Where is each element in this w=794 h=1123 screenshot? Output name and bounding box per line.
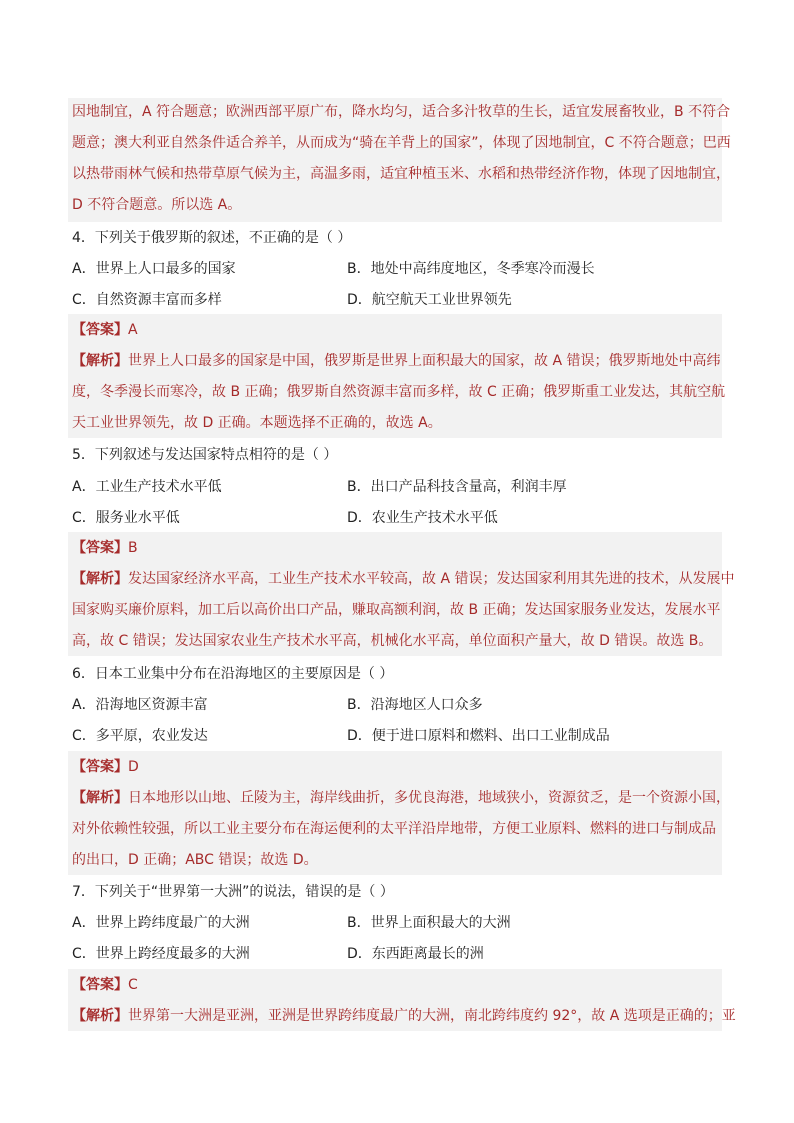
analysis-label: 【解析】 xyxy=(72,790,128,806)
option-c: C．自然资源丰富而多样 xyxy=(72,292,222,308)
answer-value: A xyxy=(128,322,138,338)
option-d: D．农业生产技术水平低 xyxy=(347,510,498,526)
question-stem: 5．下列叙述与发达国家特点相符的是（ ） xyxy=(72,447,338,463)
analysis-line: 天工业世界领先，故 D 正确。本题选择不正确的，故选 A。 xyxy=(72,415,442,431)
analysis-line: 因地制宜，A 符合题意；欧洲西部平原广布，降水均匀，适合多汁牧草的生长，适宜发展畜牧业，B 不符合 xyxy=(72,104,731,120)
option-a: A．沿海地区资源丰富 xyxy=(72,697,208,713)
option-d: D．航空航天工业世界领先 xyxy=(347,292,512,308)
option-a: A．世界上跨纬度最广的大洲 xyxy=(72,915,250,931)
analysis-line xyxy=(72,1006,736,1026)
answer-value: B xyxy=(128,540,138,556)
option-a: A．世界上人口最多的国家 xyxy=(72,261,236,277)
answer-label: 【答案】 xyxy=(72,322,128,338)
option-c: C．多平原，农业发达 xyxy=(72,728,208,744)
analysis-line xyxy=(72,351,720,371)
answer-value: D xyxy=(128,759,139,775)
option-d: D．便于进口原料和燃料、出口工业制成品 xyxy=(347,728,610,744)
analysis-line: 度，冬季漫长而寒冷，故 B 正确；俄罗斯自然资源丰富而多样，故 C 正确；俄罗斯重工业发达，其航空航 xyxy=(72,384,726,400)
analysis-label: 【解析】 xyxy=(72,353,128,369)
answer-line xyxy=(72,975,720,995)
analysis-line: 国家购买廉价原料，加工后以高价出口产品，赚取高额利润，故 B 正确；发达国家服务业发达，发展水平 xyxy=(72,602,721,618)
option-b: B．出口产品科技含量高，利润丰厚 xyxy=(347,479,567,495)
analysis-text: 发达国家经济水平高，工业生产技术水平较高，故 A 错误；发达国家利用其先进的技术，从发展中 xyxy=(128,571,735,587)
analysis-text: 世界第一大洲是亚洲，亚洲是世界跨纬度最广的大洲，南北跨纬度约 92°，故 A 选项是正确的；亚 xyxy=(128,1008,736,1024)
analysis-line: 以热带雨林气候和热带草原气候为主，高温多雨，适宜种植玉米、水稻和热带经济作物，体现了因地制宜， xyxy=(72,166,730,182)
analysis-line: D 不符合题意。所以选 A。 xyxy=(72,197,242,213)
question-stem: 7．下列关于“世界第一大洲”的说法，错误的是（ ） xyxy=(72,884,394,900)
option-a: A．工业生产技术水平低 xyxy=(72,479,222,495)
analysis-label: 【解析】 xyxy=(72,1008,128,1024)
option-d: D．东西距离最长的洲 xyxy=(347,946,484,962)
answer-label: 【答案】 xyxy=(72,977,128,993)
option-b: B．世界上面积最大的大洲 xyxy=(347,915,511,931)
answer-value: C xyxy=(128,977,138,993)
analysis-line: 的出口，D 正确；ABC 错误；故选 D。 xyxy=(72,852,318,868)
question-stem: 4．下列关于俄罗斯的叙述，不正确的是（ ） xyxy=(72,230,352,246)
analysis-text: 世界上人口最多的国家是中国，俄罗斯是世界上面积最大的国家，故 A 错误；俄罗斯地处中高纬 xyxy=(128,353,721,369)
answer-label: 【答案】 xyxy=(72,540,128,556)
answer-line xyxy=(72,757,720,777)
question-stem: 6．日本工业集中分布在沿海地区的主要原因是（ ） xyxy=(72,666,394,682)
answer-label: 【答案】 xyxy=(72,759,128,775)
option-c: C．世界上跨经度最多的大洲 xyxy=(72,946,250,962)
option-c: C．服务业水平低 xyxy=(72,510,180,526)
analysis-line xyxy=(72,569,735,589)
option-b: B．沿海地区人口众多 xyxy=(347,697,483,713)
analysis-line xyxy=(72,788,730,808)
analysis-text: 日本地形以山地、丘陵为主，海岸线曲折，多优良海港，地域狭小，资源贫乏，是一个资源小国， xyxy=(128,790,730,806)
option-b: B．地处中高纬度地区，冬季寒冷而漫长 xyxy=(347,261,595,277)
analysis-label: 【解析】 xyxy=(72,571,128,587)
answer-line xyxy=(72,538,720,558)
analysis-line: 对外依赖性较强，所以工业主要分布在海运便利的太平洋沿岸地带，方便工业原料、燃料的进口与制成品 xyxy=(72,821,716,837)
answer-line xyxy=(72,320,720,340)
analysis-line: 题意；澳大利亚自然条件适合养羊，从而成为“骑在羊背上的国家”，体现了因地制宜，C 不符合题意；巴西 xyxy=(72,135,731,151)
analysis-line: 高，故 C 错误；发达国家农业生产技术水平高，机械化水平高，单位面积产量大，故 D 错误。故选 B。 xyxy=(72,633,713,649)
